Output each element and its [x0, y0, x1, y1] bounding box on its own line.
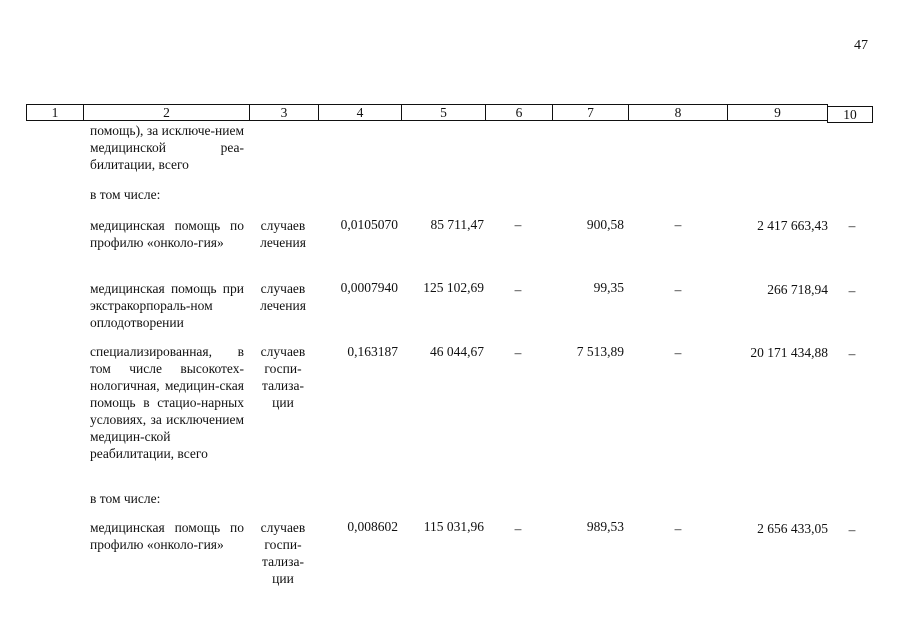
row-value-col8: – — [674, 521, 682, 536]
row-description: медицинская помощь по профилю «онколо-гия» — [90, 218, 244, 250]
row-value-col4: 0,0007940 — [340, 280, 398, 295]
row-description: в том числе: — [90, 491, 161, 506]
row-value-col5: 85 711,47 — [430, 217, 484, 232]
row-value-col8: – — [674, 217, 682, 232]
row-value-col4: 0,163187 — [347, 344, 398, 359]
row-value-col5: 125 102,69 — [423, 280, 484, 295]
header-col-4: 4 — [318, 104, 402, 121]
row-value-col7: 900,58 — [586, 217, 624, 232]
row-value-col7: 989,53 — [586, 519, 624, 534]
row-value-col9: 2 656 433,05 — [757, 521, 828, 536]
header-col-6: 6 — [485, 104, 553, 121]
row-unit: случаев госпи-тализа-ции — [260, 344, 306, 410]
row-unit: случаев лечения — [260, 281, 306, 313]
header-col-8: 8 — [628, 104, 728, 121]
row-value-col10: – — [848, 283, 856, 298]
header-col-1: 1 — [26, 104, 84, 121]
row-value-col8: – — [674, 282, 682, 297]
row-value-col9: 266 718,94 — [767, 282, 828, 297]
header-col-5: 5 — [401, 104, 486, 121]
header-col-10: 10 — [827, 106, 873, 123]
header-col-2: 2 — [83, 104, 250, 121]
row-unit: случаев лечения — [260, 218, 306, 250]
row-value-col7: 99,35 — [593, 280, 624, 295]
row-value-col10: – — [848, 522, 856, 537]
row-value-col9: 2 417 663,43 — [757, 218, 828, 233]
row-value-col5: 115 031,96 — [423, 519, 484, 534]
row-value-col9: 20 171 434,88 — [750, 345, 828, 360]
header-col-3: 3 — [249, 104, 319, 121]
row-description: специализированная, в том числе высокотех-нологичная, медицин-ская помощь в стацио-нарных условиях, за исключением медицин-ской реабилитации, всего — [90, 344, 244, 461]
row-description: медицинская помощь по профилю «онколо-гия» — [90, 520, 244, 552]
header-col-9: 9 — [727, 104, 828, 121]
page-number: 47 — [854, 38, 868, 53]
row-value-col7: 7 513,89 — [576, 344, 624, 359]
row-description: медицинская помощь при экстракорпораль-ном оплодотворении — [90, 281, 244, 330]
row-value-col10: – — [848, 346, 856, 361]
row-value-col5: 46 044,67 — [430, 344, 484, 359]
row-value-col6: – — [514, 282, 522, 297]
row-value-col6: – — [514, 345, 522, 360]
row-value-col6: – — [514, 217, 522, 232]
row-description: помощь), за исключе-нием медицинской реа-билитации, всего — [90, 123, 244, 172]
row-value-col6: – — [514, 521, 522, 536]
row-value-col8: – — [674, 345, 682, 360]
row-unit: случаев госпи-тализа-ции — [260, 520, 306, 586]
row-value-col4: 0,008602 — [347, 519, 398, 534]
row-description: в том числе: — [90, 187, 161, 202]
row-value-col4: 0,0105070 — [340, 217, 398, 232]
header-col-7: 7 — [552, 104, 629, 121]
row-value-col10: – — [848, 218, 856, 233]
